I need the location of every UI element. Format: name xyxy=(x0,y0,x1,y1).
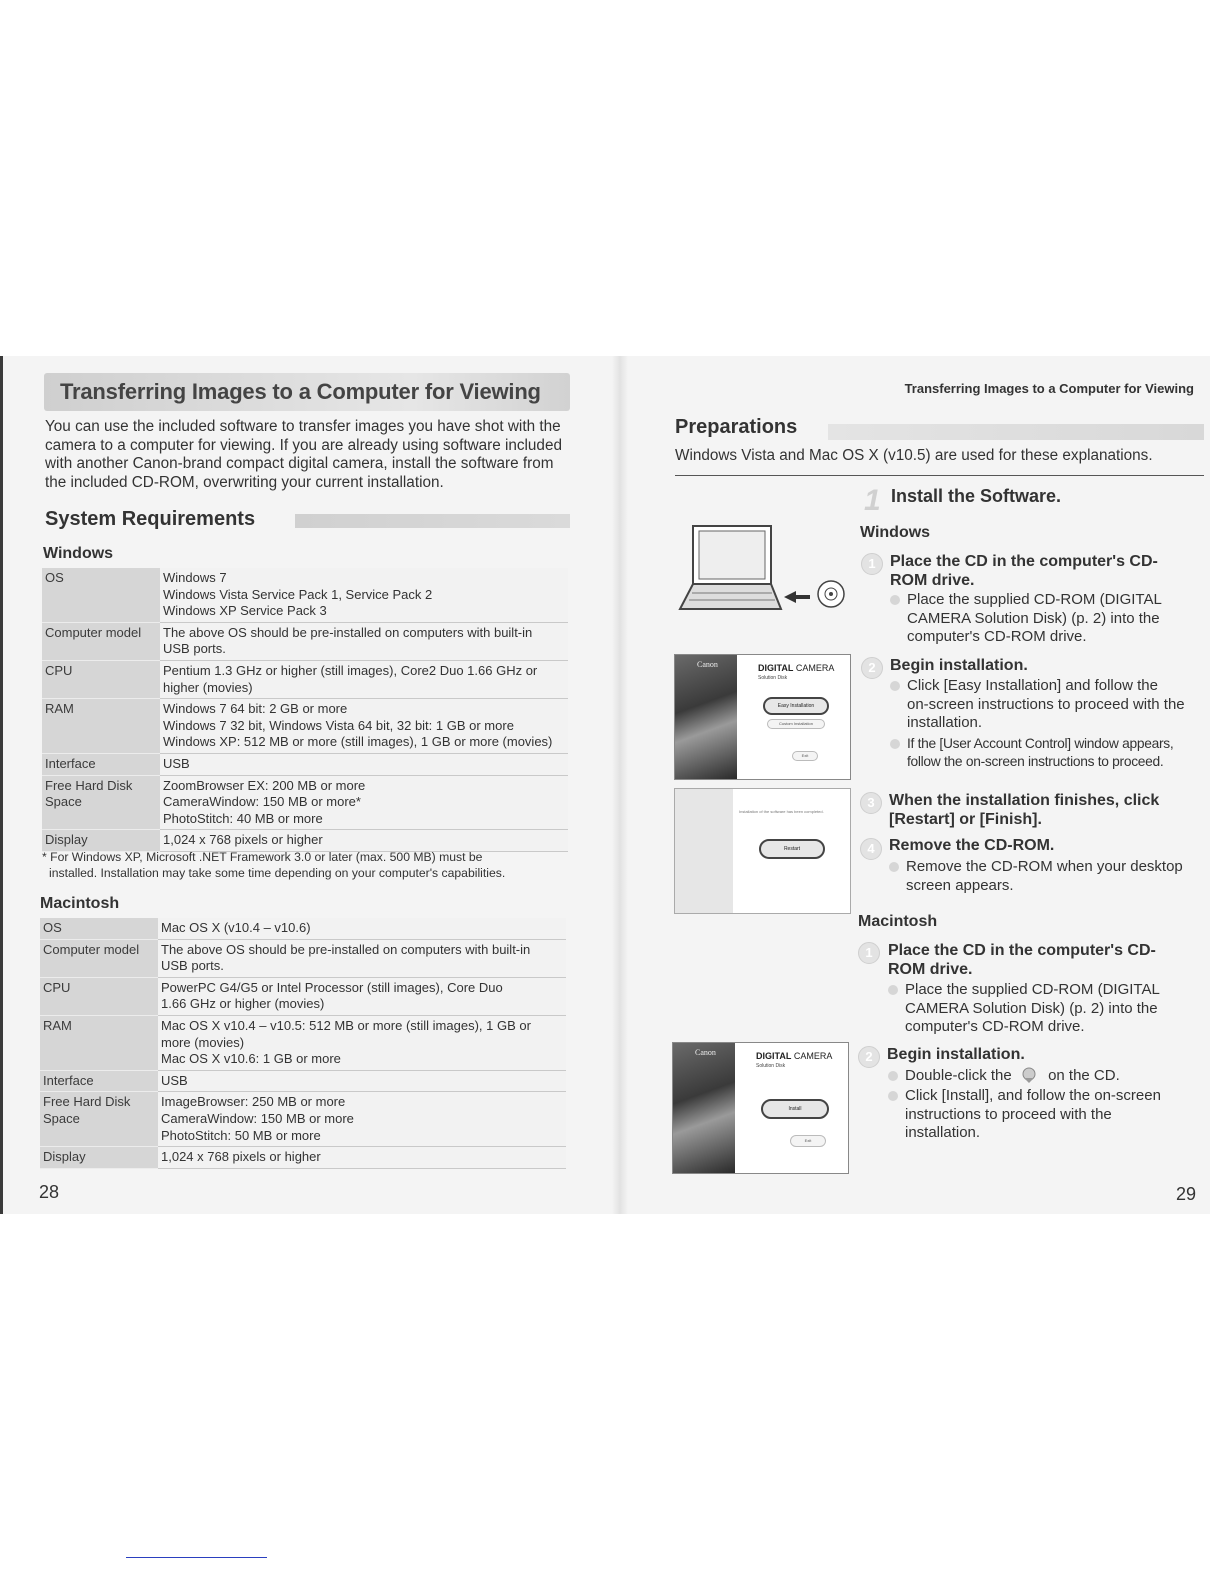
win-item-3-title: When the installation finishes, click [Restart] or [Finish]. xyxy=(889,792,1160,828)
divider xyxy=(126,1557,267,1558)
canon-logo: Canon xyxy=(697,660,718,669)
table-row xyxy=(42,660,568,698)
requirement-label: Interface xyxy=(40,1070,158,1092)
footnote-line-2: installed. Installation may take some time depending on your computer's capabilities. xyxy=(49,866,506,880)
install-complete-text: Installation of the software has been completed. xyxy=(739,809,824,814)
requirement-value-line: ZoomBrowser EX: 200 MB or more xyxy=(163,777,366,793)
mac-item-1-title: Place the CD in the computer's CD- ROM drive. xyxy=(888,942,1156,978)
requirement-value-line: Mac OS X v10.4 – v10.5: 512 MB or more (still images), 1 GB or xyxy=(161,1017,531,1033)
requirement-value xyxy=(160,660,568,698)
running-head: Transferring Images to a Computer for Viewing xyxy=(904,381,1194,396)
requirement-value-line: Windows 7 32 bit, Windows Vista 64 bit, 32 bit: 1 GB or more xyxy=(163,717,514,733)
requirement-value-line: USB ports. xyxy=(163,641,226,657)
heading-bar xyxy=(295,514,570,528)
table-row xyxy=(40,939,566,977)
win-item-2-bullet-2-text: If the [User Account Control] window appears, follow the on-screen instructions to proceed. xyxy=(907,736,1174,769)
requirement-label: RAM xyxy=(40,1015,158,1070)
requirement-label: Computer model xyxy=(42,622,160,660)
canon-logo: Canon xyxy=(695,1048,716,1057)
win-item-2-bullet-2 xyxy=(907,735,1173,770)
mac-item-2-title: Begin installation. xyxy=(887,1046,1025,1063)
requirement-value-line: Pentium 1.3 GHz or higher (still images), Core2 Duo 1.66 GHz or xyxy=(163,662,538,678)
requirement-value xyxy=(158,918,566,939)
windows-subheading: Windows xyxy=(860,524,931,541)
divider xyxy=(675,475,1204,476)
product-sub: Solution Disk xyxy=(758,675,788,681)
installer-photo xyxy=(675,655,737,779)
requirement-value xyxy=(158,1015,566,1070)
windows-heading: Windows xyxy=(43,545,114,562)
installer-screenshot-mac xyxy=(672,1042,849,1174)
requirement-label: Display xyxy=(42,830,160,852)
table-row xyxy=(42,699,568,754)
left-page xyxy=(0,356,612,1214)
requirement-value-line: Windows XP: 512 MB or more (still images), 1 GB or more (movies) xyxy=(163,734,553,750)
step-circle-1: 1 xyxy=(861,553,883,575)
requirement-label: Free Hard Disk Space xyxy=(40,1092,158,1147)
mac-item-1-bullet-text: Place the supplied CD-ROM (DIGITAL CAMERA Solution Disk) (p. 2) into the computer's CD-ROM drive. xyxy=(905,981,1160,1036)
mac-item-2-bullet-2 xyxy=(905,1087,1161,1143)
win-item-1-bullet xyxy=(907,591,1162,647)
installer-screenshot-windows xyxy=(674,654,851,780)
table-row xyxy=(40,1015,566,1070)
requirement-value-line: USB xyxy=(163,755,190,771)
requirement-value xyxy=(158,977,566,1015)
exit-button[interactable]: Exit xyxy=(790,1135,826,1147)
requirement-value xyxy=(160,775,568,830)
win-item-2-bullet-1 xyxy=(907,677,1185,733)
table-row xyxy=(40,918,566,939)
step-circle-1: 1 xyxy=(858,942,880,964)
table-row xyxy=(40,1147,566,1169)
requirement-value-line: CameraWindow: 150 MB or more xyxy=(161,1110,354,1126)
bullet-icon xyxy=(888,985,898,995)
step-circle-2: 2 xyxy=(861,657,883,679)
requirement-value xyxy=(160,753,568,775)
preparations-text: Windows Vista and Mac OS X (v10.5) are used for these explanations. xyxy=(675,447,1153,464)
product-sub: Solution Disk xyxy=(756,1063,786,1069)
installer-photo xyxy=(673,1043,735,1173)
requirement-label: CPU xyxy=(42,660,160,698)
requirement-label: Interface xyxy=(42,753,160,775)
requirement-value xyxy=(160,568,568,622)
laptop-base xyxy=(680,584,781,609)
requirement-value-line: USB xyxy=(161,1072,188,1088)
product-name-rest: CAMERA xyxy=(793,663,835,673)
exit-button[interactable]: Exit xyxy=(792,751,818,761)
easy-installation-button[interactable]: Easy Installation xyxy=(763,697,829,715)
bullet-icon xyxy=(890,681,900,691)
requirement-value-line: Mac OS X v10.6: 1 GB or more xyxy=(161,1051,341,1067)
table-row xyxy=(40,1070,566,1092)
installer-finished-screenshot xyxy=(674,788,851,914)
requirement-label: Computer model xyxy=(40,939,158,977)
requirement-value-line: USB ports. xyxy=(161,958,224,974)
requirement-value-line: ImageBrowser: 250 MB or more xyxy=(161,1094,346,1110)
macintosh-subheading: Macintosh xyxy=(858,913,938,930)
requirement-value-line: Windows 7 64 bit: 2 GB or more xyxy=(163,701,348,717)
requirement-value-line: The above OS should be pre-installed on computers with built-in xyxy=(163,624,533,640)
requirement-label: Free Hard Disk Space xyxy=(42,775,160,830)
requirement-value-line: higher (movies) xyxy=(163,679,253,695)
mac-bullet-text-before: Double-click the xyxy=(905,1067,1012,1084)
step-number: 1 xyxy=(864,484,881,517)
win-item-1-title: Place the CD in the computer's CD- ROM drive. xyxy=(890,553,1158,589)
product-name-bold: DIGITAL xyxy=(758,663,794,673)
step-circle-3: 3 xyxy=(860,792,882,814)
step-circle-2: 2 xyxy=(858,1046,880,1068)
product-name-rest: CAMERA xyxy=(791,1051,833,1061)
table-row xyxy=(42,622,568,660)
install-button[interactable]: Install xyxy=(761,1099,829,1119)
requirement-value-line: PhotoStitch: 50 MB or more xyxy=(161,1127,321,1143)
requirement-label: Display xyxy=(40,1147,158,1169)
page-number-left: 28 xyxy=(39,1182,60,1202)
table-row xyxy=(40,1092,566,1147)
restart-button[interactable]: Restart xyxy=(759,839,825,859)
requirement-value-line: Windows Vista Service Pack 1, Service Pack 2 xyxy=(163,586,433,602)
requirement-value xyxy=(158,939,566,977)
bullet-icon xyxy=(888,1091,898,1101)
table-row xyxy=(42,753,568,775)
requirement-value-line: The above OS should be pre-installed on computers with built-in xyxy=(161,941,531,957)
custom-installation-button[interactable]: Custom Installation xyxy=(767,719,825,729)
product-name xyxy=(758,663,834,673)
mac-item-2-bullet-1 xyxy=(905,1067,1120,1086)
table-row xyxy=(42,568,568,622)
bullet-icon xyxy=(890,595,900,605)
system-requirements-heading: System Requirements xyxy=(45,508,256,530)
mac-bullet-text-after: on the CD. xyxy=(1048,1067,1120,1084)
mac-item-2-bullet-2-text: Click [Install], and follow the on-screen instructions to proceed with the installation. xyxy=(905,1087,1161,1142)
requirement-value xyxy=(160,622,568,660)
win-item-4-bullet-text: Remove the CD-ROM when your desktop screen appears. xyxy=(906,858,1183,894)
requirement-value-line: CameraWindow: 150 MB or more* xyxy=(163,794,361,810)
installer-sidebar xyxy=(675,789,733,913)
right-page xyxy=(628,356,1210,1214)
requirement-value xyxy=(160,699,568,754)
laptop-cd-illustration xyxy=(678,521,858,616)
step-title: Install the Software. xyxy=(891,486,1062,506)
win-item-4-bullet xyxy=(906,858,1183,895)
footnote-line-1: * For Windows XP, Microsoft .NET Framework 3.0 or later (max. 500 MB) must be xyxy=(42,850,483,864)
bullet-icon xyxy=(888,1071,898,1081)
bullet-icon xyxy=(889,862,899,872)
heading-bar xyxy=(828,424,1204,440)
book-gutter xyxy=(612,356,628,1214)
requirement-value-line: more (movies) xyxy=(161,1034,245,1050)
requirement-label: OS xyxy=(42,568,160,622)
product-name xyxy=(756,1051,832,1061)
page-number-right: 29 xyxy=(1176,1184,1197,1204)
win-item-2-title: Begin installation. xyxy=(890,657,1028,674)
requirement-value-line: PowerPC G4/G5 or Intel Processor (still images), Core Duo xyxy=(161,979,503,995)
requirement-value-line: Windows 7 xyxy=(163,570,227,585)
arrow-left-icon xyxy=(784,591,810,603)
requirement-value xyxy=(158,1070,566,1092)
win-item-1-bullet-text: Place the supplied CD-ROM (DIGITAL CAMERA Solution Disk) (p. 2) into the computer's CD-ROM drive. xyxy=(907,591,1162,646)
requirement-value-line: Mac OS X (v10.4 – v10.6) xyxy=(161,920,311,935)
mac-item-1-bullet xyxy=(905,981,1160,1037)
macintosh-heading: Macintosh xyxy=(40,895,120,912)
windows-requirements-table xyxy=(42,568,568,852)
requirement-value-line: 1,024 x 768 pixels or higher xyxy=(163,832,323,848)
intro-paragraph: You can use the included software to transfer images you have shot with the camera to a computer for viewing. If you are already using software included with another Canon-brand compact digital camera, install the software from the included CD-ROM, overwriting your current installation. xyxy=(45,418,562,491)
win-item-2-bullet-1-text: Click [Easy Installation] and follow the on-screen instructions to proceed with the installation. xyxy=(907,677,1185,732)
requirement-value xyxy=(158,1092,566,1147)
bullet-icon xyxy=(890,739,900,749)
requirement-value-line: 1.66 GHz or higher (movies) xyxy=(161,996,325,1012)
requirement-value-line: PhotoStitch: 40 MB or more xyxy=(163,810,323,826)
installer-disk-icon xyxy=(1020,1067,1038,1083)
requirement-label: OS xyxy=(40,918,158,939)
title-bar xyxy=(44,373,570,411)
requirement-label: RAM xyxy=(42,699,160,754)
step-circle-4: 4 xyxy=(860,838,882,860)
table-row xyxy=(42,775,568,830)
requirement-value-line: Windows XP Service Pack 3 xyxy=(163,603,327,619)
product-name-bold: DIGITAL xyxy=(756,1051,792,1061)
footnote xyxy=(42,849,570,881)
requirement-label: CPU xyxy=(40,977,158,1015)
requirement-value-line: 1,024 x 768 pixels or higher xyxy=(161,1149,321,1165)
win-item-4-title: Remove the CD-ROM. xyxy=(889,837,1055,854)
table-row xyxy=(40,977,566,1015)
page-title: Transferring Images to a Computer for Viewing xyxy=(60,379,541,404)
preparations-heading: Preparations xyxy=(675,416,798,438)
requirement-value xyxy=(158,1147,566,1169)
mac-requirements-table xyxy=(40,918,566,1169)
